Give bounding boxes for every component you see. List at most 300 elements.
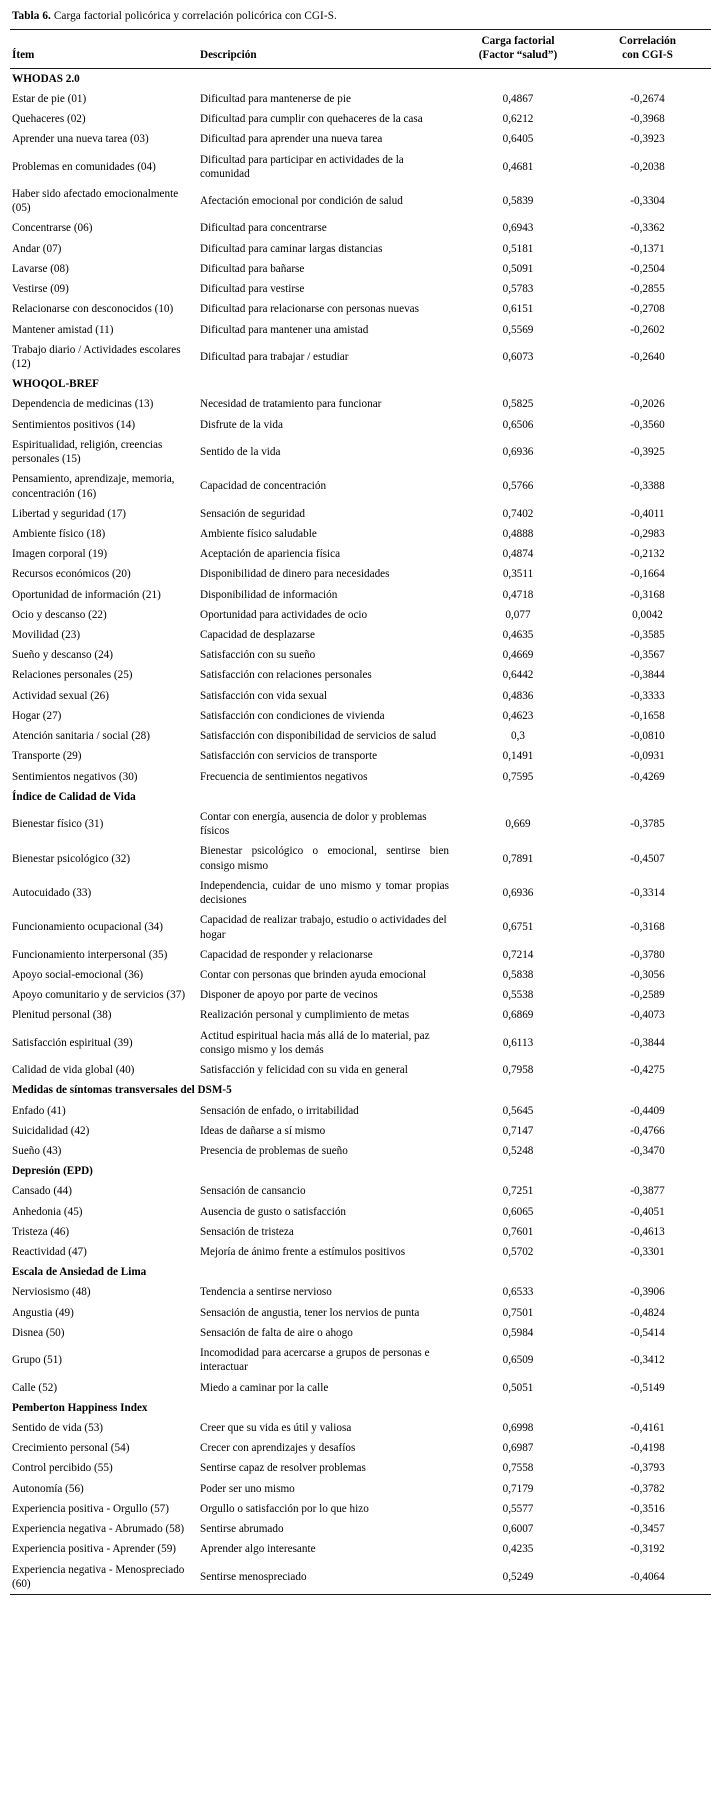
row-correlation-value: -0,4051 bbox=[630, 1205, 665, 1218]
table-caption bbox=[12, 9, 711, 24]
row-description: Realización personal y cumplimiento de metas bbox=[200, 1009, 410, 1022]
table-row bbox=[10, 645, 711, 665]
section-heading: Depresión (EPD) bbox=[12, 1165, 93, 1178]
row-item-label: Experiencia positiva - Orgullo (57) bbox=[12, 1502, 169, 1515]
row-item-label: Plenitud personal (38) bbox=[12, 1009, 112, 1022]
row-correlation-value: -0,4161 bbox=[630, 1422, 665, 1434]
table-row bbox=[10, 1479, 711, 1499]
table-row bbox=[10, 1141, 711, 1161]
row-factor-loading-value: 0,6073 bbox=[502, 350, 534, 363]
table-section-row bbox=[10, 68, 711, 89]
row-correlation-value: -0,4269 bbox=[630, 770, 665, 783]
row-description: Satisfacción con servicios de transporte bbox=[200, 750, 378, 763]
row-correlation-value: -0,4766 bbox=[630, 1124, 665, 1137]
row-correlation-value: -0,0931 bbox=[630, 750, 665, 763]
row-correlation-value: -0,3192 bbox=[630, 1543, 665, 1556]
row-item-label: Experiencia negativa - Menospreciado (60) bbox=[12, 1563, 185, 1590]
row-correlation-value: -0,3516 bbox=[630, 1502, 665, 1515]
table-bottom-rule-row bbox=[10, 1594, 711, 1595]
row-description: Sensación de falta de aire o ahogo bbox=[200, 1326, 353, 1339]
table-row bbox=[10, 1499, 711, 1519]
row-factor-loading-value: 0,4718 bbox=[502, 588, 534, 601]
row-description: Sensación de tristeza bbox=[200, 1225, 294, 1238]
row-item-label: Control percibido (55) bbox=[12, 1462, 113, 1475]
row-item-label: Bienestar físico (31) bbox=[12, 818, 104, 831]
row-item-label: Trabajo diario / Actividades escolares (12) bbox=[12, 343, 181, 370]
row-item-label: Reactividad (47) bbox=[12, 1246, 87, 1259]
row-factor-loading-value: 0,6751 bbox=[502, 921, 534, 934]
row-description: Dificultad para mantener una amistad bbox=[200, 323, 369, 336]
column-header-loading-line1: Carga factorial bbox=[481, 34, 555, 47]
row-item-label: Apoyo comunitario y de servicios (37) bbox=[12, 989, 186, 1002]
row-item-label: Sentimientos negativos (30) bbox=[12, 770, 138, 783]
row-description: Satisfacción con relaciones personales bbox=[200, 669, 372, 682]
row-description: Disponibilidad de dinero para necesidades bbox=[200, 568, 390, 581]
row-correlation-value: -0,2504 bbox=[630, 262, 665, 275]
table-row bbox=[10, 435, 711, 469]
table-row bbox=[10, 524, 711, 544]
table-row bbox=[10, 469, 711, 503]
table-row bbox=[10, 1323, 711, 1343]
row-description: Capacidad de responder y relacionarse bbox=[200, 948, 373, 961]
column-header-correlation-line1: Correlación bbox=[619, 34, 676, 47]
row-description: Disponer de apoyo por parte de vecinos bbox=[200, 989, 378, 1002]
table-row bbox=[10, 1378, 711, 1398]
row-factor-loading-value: 0,7558 bbox=[502, 1462, 534, 1475]
table-row bbox=[10, 985, 711, 1005]
table-row bbox=[10, 605, 711, 625]
row-item-label: Funcionamiento ocupacional (34) bbox=[12, 921, 163, 934]
row-correlation-value: 0,0042 bbox=[632, 608, 663, 621]
row-correlation-value: -0,3362 bbox=[630, 222, 665, 235]
row-factor-loading-value: 0,7251 bbox=[502, 1185, 534, 1198]
row-item-label: Calidad de vida global (40) bbox=[12, 1064, 135, 1077]
table-row bbox=[10, 706, 711, 726]
row-item-label: Anhedonia (45) bbox=[12, 1205, 83, 1218]
table-row bbox=[10, 767, 711, 787]
row-factor-loading-value: 0,7179 bbox=[502, 1482, 534, 1495]
row-item-label: Recursos económicos (20) bbox=[12, 568, 131, 581]
row-description: Dificultad para vestirse bbox=[200, 283, 305, 296]
table-row bbox=[10, 585, 711, 605]
table-row bbox=[10, 1343, 711, 1377]
row-item-label: Bienestar psicológico (32) bbox=[12, 852, 131, 865]
row-item-label: Vestirse (09) bbox=[12, 283, 69, 296]
row-item-label: Satisfacción espiritual (39) bbox=[12, 1036, 133, 1049]
row-correlation-value: -0,3304 bbox=[630, 195, 665, 208]
row-correlation-value: -0,3968 bbox=[630, 113, 665, 126]
row-item-label: Andar (07) bbox=[12, 242, 62, 255]
row-factor-loading-value: 0,5839 bbox=[502, 195, 534, 208]
row-description: Dificultad para aprender una nueva tarea bbox=[200, 133, 383, 146]
row-factor-loading-value: 0,5645 bbox=[502, 1104, 534, 1117]
table-row bbox=[10, 807, 711, 841]
table-row bbox=[10, 876, 711, 910]
row-correlation-value: -0,3168 bbox=[630, 588, 665, 601]
row-description: Oportunidad para actividades de ocio bbox=[200, 608, 368, 621]
row-factor-loading-value: 0,7402 bbox=[502, 507, 534, 520]
row-description: Afectación emocional por condición de salud bbox=[200, 195, 403, 208]
row-correlation-value: -0,4011 bbox=[630, 507, 665, 520]
row-description: Bienestar psicológico o emocional, sentirse bien consigo mismo bbox=[200, 845, 449, 872]
row-factor-loading-value: 0,5577 bbox=[502, 1502, 534, 1515]
row-correlation-value: -0,3567 bbox=[630, 649, 665, 662]
row-description: Sentirse menospreciado bbox=[200, 1570, 307, 1583]
column-header-correlation bbox=[584, 29, 711, 68]
table-row bbox=[10, 1202, 711, 1222]
row-item-label: Estar de pie (01) bbox=[12, 92, 87, 105]
row-item-label: Dependencia de medicinas (13) bbox=[12, 398, 154, 411]
row-item-label: Transporte (29) bbox=[12, 750, 82, 763]
row-description: Capacidad de concentración bbox=[200, 480, 327, 493]
row-factor-loading-value: 0,4681 bbox=[502, 160, 534, 173]
table-section-row bbox=[10, 1161, 711, 1181]
row-factor-loading-value: 0,6998 bbox=[502, 1422, 534, 1434]
table-row bbox=[10, 239, 711, 259]
table-row bbox=[10, 1242, 711, 1262]
row-item-label: Funcionamiento interpersonal (35) bbox=[12, 948, 168, 961]
row-factor-loading-value: 0,7595 bbox=[502, 770, 534, 783]
row-correlation-value: -0,5414 bbox=[630, 1326, 665, 1339]
table-row bbox=[10, 415, 711, 435]
table-header bbox=[10, 29, 711, 68]
table-row bbox=[10, 1181, 711, 1201]
table-row bbox=[10, 564, 711, 584]
column-header-description: Descripción bbox=[198, 29, 452, 68]
column-header-loading bbox=[452, 29, 584, 68]
table-row bbox=[10, 320, 711, 340]
row-description: Actitud espiritual hacia más allá de lo material, paz consigo mismo y los demás bbox=[200, 1029, 430, 1056]
row-factor-loading-value: 0,6442 bbox=[502, 669, 534, 682]
row-item-label: Sueño (43) bbox=[12, 1144, 62, 1157]
row-description: Satisfacción con disponibilidad de servicios de salud bbox=[200, 730, 437, 743]
table-row bbox=[10, 910, 711, 944]
table-row bbox=[10, 1060, 711, 1080]
table-row bbox=[10, 129, 711, 149]
factor-loading-table bbox=[10, 29, 711, 1595]
table-section-row bbox=[10, 1262, 711, 1282]
row-item-label: Crecimiento personal (54) bbox=[12, 1442, 130, 1455]
row-correlation-value: -0,3780 bbox=[630, 948, 665, 961]
section-heading: Índice de Calidad de Vida bbox=[12, 790, 136, 803]
row-item-label: Autocuidado (33) bbox=[12, 886, 92, 899]
row-correlation-value: -0,4064 bbox=[630, 1570, 665, 1583]
row-description: Independencia, cuidar de uno mismo y tomar propias decisiones bbox=[200, 879, 449, 907]
row-description: Sentirse abrumado bbox=[200, 1523, 284, 1536]
table-bottom-rule bbox=[10, 1594, 711, 1595]
row-factor-loading-value: 0,4888 bbox=[502, 527, 534, 540]
row-item-label: Ocio y descanso (22) bbox=[12, 608, 107, 621]
table-section-row bbox=[10, 374, 711, 394]
row-correlation-value: -0,2589 bbox=[630, 989, 665, 1002]
row-correlation-value: -0,2674 bbox=[630, 92, 665, 105]
table-row bbox=[10, 184, 711, 218]
row-description: Creer que su vida es útil y valiosa bbox=[200, 1422, 352, 1434]
table-row bbox=[10, 1519, 711, 1539]
row-factor-loading-value: 0,5249 bbox=[502, 1570, 534, 1583]
row-item-label: Problemas en comunidades (04) bbox=[12, 160, 156, 173]
section-heading: WHOQOL-BREF bbox=[12, 378, 100, 391]
row-description: Crecer con aprendizajes y desafíos bbox=[200, 1442, 356, 1455]
row-correlation-value: -0,3923 bbox=[630, 133, 665, 146]
column-header-item: Ítem bbox=[10, 29, 198, 68]
table-caption-label: Tabla 6. bbox=[12, 10, 51, 22]
table-row bbox=[10, 1005, 711, 1025]
row-factor-loading-value: 0,6936 bbox=[502, 445, 534, 458]
table-row bbox=[10, 841, 711, 875]
table-row bbox=[10, 1303, 711, 1323]
row-correlation-value: -0,1658 bbox=[630, 709, 665, 722]
row-correlation-value: -0,2708 bbox=[630, 303, 665, 316]
row-factor-loading-value: 0,6212 bbox=[502, 113, 534, 126]
row-item-label: Mantener amistad (11) bbox=[12, 323, 114, 336]
row-correlation-value: -0,4198 bbox=[630, 1442, 665, 1455]
row-correlation-value: -0,3388 bbox=[630, 480, 665, 493]
row-item-label: Concentrarse (06) bbox=[12, 222, 93, 235]
row-factor-loading-value: 0,4669 bbox=[502, 649, 534, 662]
row-factor-loading-value: 0,4836 bbox=[502, 689, 534, 702]
row-factor-loading-value: 0,4874 bbox=[502, 548, 534, 561]
row-description: Dificultad para participar en actividades de la comunidad bbox=[200, 153, 404, 180]
table-body bbox=[10, 68, 711, 1594]
section-heading: Pemberton Happiness Index bbox=[12, 1401, 148, 1414]
row-factor-loading-value: 0,6936 bbox=[502, 886, 534, 899]
row-description: Aceptación de apariencia física bbox=[200, 548, 341, 561]
row-correlation-value: -0,3844 bbox=[630, 669, 665, 682]
row-description: Dificultad para mantenerse de pie bbox=[200, 92, 351, 105]
table-row bbox=[10, 1121, 711, 1141]
row-item-label: Imagen corporal (19) bbox=[12, 548, 108, 561]
row-description: Capacidad de desplazarse bbox=[200, 629, 315, 642]
row-factor-loading-value: 0,5091 bbox=[502, 262, 534, 275]
row-item-label: Relaciones personales (25) bbox=[12, 669, 133, 682]
row-item-label: Angustia (49) bbox=[12, 1306, 74, 1319]
row-description: Poder ser uno mismo bbox=[200, 1482, 295, 1495]
row-correlation-value: -0,3457 bbox=[630, 1523, 665, 1536]
row-item-label: Grupo (51) bbox=[12, 1354, 63, 1367]
table-caption-text: Carga factorial policórica y correlación policórica con CGI-S. bbox=[50, 10, 337, 22]
row-factor-loading-value: 0,6987 bbox=[502, 1442, 534, 1455]
row-factor-loading-value: 0,5702 bbox=[502, 1246, 534, 1259]
row-item-label: Hogar (27) bbox=[12, 709, 62, 722]
table-row bbox=[10, 299, 711, 319]
row-item-label: Sueño y descanso (24) bbox=[12, 649, 113, 662]
row-description: Dificultad para concentrarse bbox=[200, 222, 327, 235]
row-description: Frecuencia de sentimientos negativos bbox=[200, 770, 368, 783]
row-factor-loading-value: 0,6869 bbox=[502, 1009, 534, 1022]
table-row bbox=[10, 1458, 711, 1478]
row-correlation-value: -0,1371 bbox=[630, 242, 665, 255]
row-correlation-value: -0,3470 bbox=[630, 1144, 665, 1157]
row-description: Ideas de dañarse a sí mismo bbox=[200, 1124, 326, 1137]
row-correlation-value: -0,3168 bbox=[630, 921, 665, 934]
row-item-label: Relacionarse con desconocidos (10) bbox=[12, 303, 174, 316]
row-item-label: Sentido de vida (53) bbox=[12, 1422, 104, 1434]
row-correlation-value: -0,2602 bbox=[630, 323, 665, 336]
row-factor-loading-value: 0,7601 bbox=[502, 1225, 534, 1238]
row-item-label: Ambiente físico (18) bbox=[12, 527, 106, 540]
table-section-row bbox=[10, 1080, 711, 1100]
table-footer bbox=[10, 1594, 711, 1595]
table-row bbox=[10, 109, 711, 129]
row-correlation-value: -0,3785 bbox=[630, 818, 665, 831]
row-correlation-value: -0,2983 bbox=[630, 527, 665, 540]
row-factor-loading-value: 0,6065 bbox=[502, 1205, 534, 1218]
row-item-label: Experiencia negativa - Abrumado (58) bbox=[12, 1523, 185, 1536]
row-correlation-value: -0,2038 bbox=[630, 160, 665, 173]
row-factor-loading-value: 0,5766 bbox=[502, 480, 534, 493]
row-correlation-value: -0,2640 bbox=[630, 350, 665, 363]
row-correlation-value: -0,2026 bbox=[630, 398, 665, 411]
row-correlation-value: -0,3560 bbox=[630, 418, 665, 431]
row-factor-loading-value: 0,5051 bbox=[502, 1381, 534, 1394]
row-description: Disponibilidad de información bbox=[200, 588, 338, 601]
row-description: Capacidad de realizar trabajo, estudio o actividades del hogar bbox=[200, 914, 447, 941]
row-correlation-value: -0,3314 bbox=[630, 886, 665, 899]
row-factor-loading-value: 0,7147 bbox=[502, 1124, 534, 1137]
row-description: Tendencia a sentirse nervioso bbox=[200, 1286, 332, 1299]
table-row bbox=[10, 150, 711, 184]
row-description: Presencia de problemas de sueño bbox=[200, 1144, 348, 1157]
row-description: Mejoría de ánimo frente a estímulos positivos bbox=[200, 1246, 406, 1259]
row-factor-loading-value: 0,6943 bbox=[502, 222, 534, 235]
table-row bbox=[10, 544, 711, 564]
row-item-label: Disnea (50) bbox=[12, 1326, 65, 1339]
row-factor-loading-value: 0,5825 bbox=[502, 398, 534, 411]
row-description: Sensación de seguridad bbox=[200, 507, 306, 520]
row-description: Satisfacción con condiciones de vivienda bbox=[200, 709, 385, 722]
row-correlation-value: -0,3333 bbox=[630, 689, 665, 702]
row-description: Sensación de cansancio bbox=[200, 1185, 306, 1198]
row-description: Incomodidad para acercarse a grupos de personas e interactuar bbox=[200, 1347, 430, 1374]
table-row bbox=[10, 686, 711, 706]
row-description: Sentirse capaz de resolver problemas bbox=[200, 1462, 366, 1475]
row-factor-loading-value: 0,3 bbox=[511, 730, 525, 743]
row-description: Orgullo o satisfacción por lo que hizo bbox=[200, 1502, 369, 1515]
table-row bbox=[10, 945, 711, 965]
table-row bbox=[10, 965, 711, 985]
row-item-label: Apoyo social-emocional (36) bbox=[12, 968, 144, 981]
row-correlation-value: -0,2855 bbox=[630, 283, 665, 296]
row-correlation-value: -0,0810 bbox=[630, 730, 665, 743]
row-correlation-value: -0,3906 bbox=[630, 1286, 665, 1299]
table-row bbox=[10, 1222, 711, 1242]
row-factor-loading-value: 0,7214 bbox=[502, 948, 534, 961]
row-factor-loading-value: 0,5569 bbox=[502, 323, 534, 336]
row-description: Dificultad para relacionarse con personas nuevas bbox=[200, 303, 419, 316]
row-description: Sensación de enfado, o irritabilidad bbox=[200, 1104, 359, 1117]
row-correlation-value: -0,1664 bbox=[630, 568, 665, 581]
row-item-label: Actividad sexual (26) bbox=[12, 689, 109, 702]
row-description: Dificultad para cumplir con quehaceres de la casa bbox=[200, 113, 423, 126]
row-correlation-value: -0,3793 bbox=[630, 1462, 665, 1475]
row-description: Miedo a caminar por la calle bbox=[200, 1381, 329, 1394]
row-correlation-value: -0,3585 bbox=[630, 629, 665, 642]
row-factor-loading-value: 0,6533 bbox=[502, 1286, 534, 1299]
table-row bbox=[10, 394, 711, 414]
row-description: Dificultad para trabajar / estudiar bbox=[200, 350, 349, 363]
row-description: Satisfacción y felicidad con su vida en general bbox=[200, 1064, 408, 1077]
table-row bbox=[10, 1418, 711, 1438]
table-row bbox=[10, 1026, 711, 1060]
table-row bbox=[10, 1438, 711, 1458]
row-factor-loading-value: 0,5984 bbox=[502, 1326, 534, 1339]
row-item-label: Autonomía (56) bbox=[12, 1482, 84, 1495]
row-description: Aprender algo interesante bbox=[200, 1543, 316, 1556]
row-factor-loading-value: 0,6151 bbox=[502, 303, 534, 316]
row-item-label: Pensamiento, aprendizaje, memoria, concentración (16) bbox=[12, 473, 175, 500]
row-correlation-value: -0,3925 bbox=[630, 445, 665, 458]
row-description: Dificultad para caminar largas distancias bbox=[200, 242, 383, 255]
row-correlation-value: -0,3056 bbox=[630, 968, 665, 981]
table-row bbox=[10, 279, 711, 299]
row-factor-loading-value: 0,7958 bbox=[502, 1064, 534, 1077]
table-row bbox=[10, 1560, 711, 1595]
row-description: Contar con energía, ausencia de dolor y problemas físicos bbox=[200, 811, 427, 838]
table-row bbox=[10, 259, 711, 279]
row-item-label: Quehaceres (02) bbox=[12, 113, 86, 126]
table-row bbox=[10, 625, 711, 645]
row-factor-loading-value: 0,077 bbox=[505, 608, 531, 621]
row-item-label: Oportunidad de información (21) bbox=[12, 588, 161, 601]
row-factor-loading-value: 0,4635 bbox=[502, 629, 534, 642]
table-row bbox=[10, 1539, 711, 1559]
row-factor-loading-value: 0,5181 bbox=[502, 242, 534, 255]
row-item-label: Nerviosismo (48) bbox=[12, 1286, 91, 1299]
row-description: Sentido de la vida bbox=[200, 445, 281, 458]
row-factor-loading-value: 0,5783 bbox=[502, 283, 534, 296]
row-factor-loading-value: 0,4623 bbox=[502, 709, 534, 722]
column-header-correlation-line2: con CGI-S bbox=[622, 49, 673, 62]
table-row bbox=[10, 504, 711, 524]
table-row bbox=[10, 1101, 711, 1121]
table-row bbox=[10, 340, 711, 374]
row-description: Ambiente físico saludable bbox=[200, 527, 317, 540]
row-item-label: Enfado (41) bbox=[12, 1104, 66, 1117]
row-item-label: Calle (52) bbox=[12, 1381, 58, 1394]
row-factor-loading-value: 0,4867 bbox=[502, 92, 534, 105]
section-heading: Escala de Ansiedad de Lima bbox=[12, 1266, 147, 1279]
table-row bbox=[10, 726, 711, 746]
table-section-row bbox=[10, 787, 711, 807]
row-item-label: Haber sido afectado emocionalmente (05) bbox=[12, 188, 179, 215]
row-correlation-value: -0,4275 bbox=[630, 1064, 665, 1077]
row-factor-loading-value: 0,4235 bbox=[502, 1543, 534, 1556]
row-description: Necesidad de tratamiento para funcionar bbox=[200, 398, 382, 411]
row-description: Contar con personas que brinden ayuda emocional bbox=[200, 968, 427, 981]
section-heading: Medidas de síntomas transversales del DSM-5 bbox=[12, 1084, 232, 1097]
row-item-label: Suicidalidad (42) bbox=[12, 1124, 90, 1137]
row-correlation-value: -0,3412 bbox=[630, 1354, 665, 1367]
row-item-label: Experiencia positiva - Aprender (59) bbox=[12, 1543, 177, 1556]
row-factor-loading-value: 0,6405 bbox=[502, 133, 534, 146]
row-correlation-value: -0,3301 bbox=[630, 1246, 665, 1259]
table-row bbox=[10, 1282, 711, 1302]
row-factor-loading-value: 0,7501 bbox=[502, 1306, 534, 1319]
row-factor-loading-value: 0,5838 bbox=[502, 968, 534, 981]
row-correlation-value: -0,4613 bbox=[630, 1225, 665, 1238]
table-section-row bbox=[10, 1398, 711, 1418]
row-description: Sensación de angustia, tener los nervios de punta bbox=[200, 1306, 420, 1319]
row-factor-loading-value: 0,5538 bbox=[502, 989, 534, 1002]
row-item-label: Sentimientos positivos (14) bbox=[12, 418, 136, 431]
table-row bbox=[10, 746, 711, 766]
row-correlation-value: -0,3877 bbox=[630, 1185, 665, 1198]
row-correlation-value: -0,4073 bbox=[630, 1009, 665, 1022]
row-item-label: Libertad y seguridad (17) bbox=[12, 507, 127, 520]
row-correlation-value: -0,4824 bbox=[630, 1306, 665, 1319]
row-correlation-value: -0,5149 bbox=[630, 1381, 665, 1394]
